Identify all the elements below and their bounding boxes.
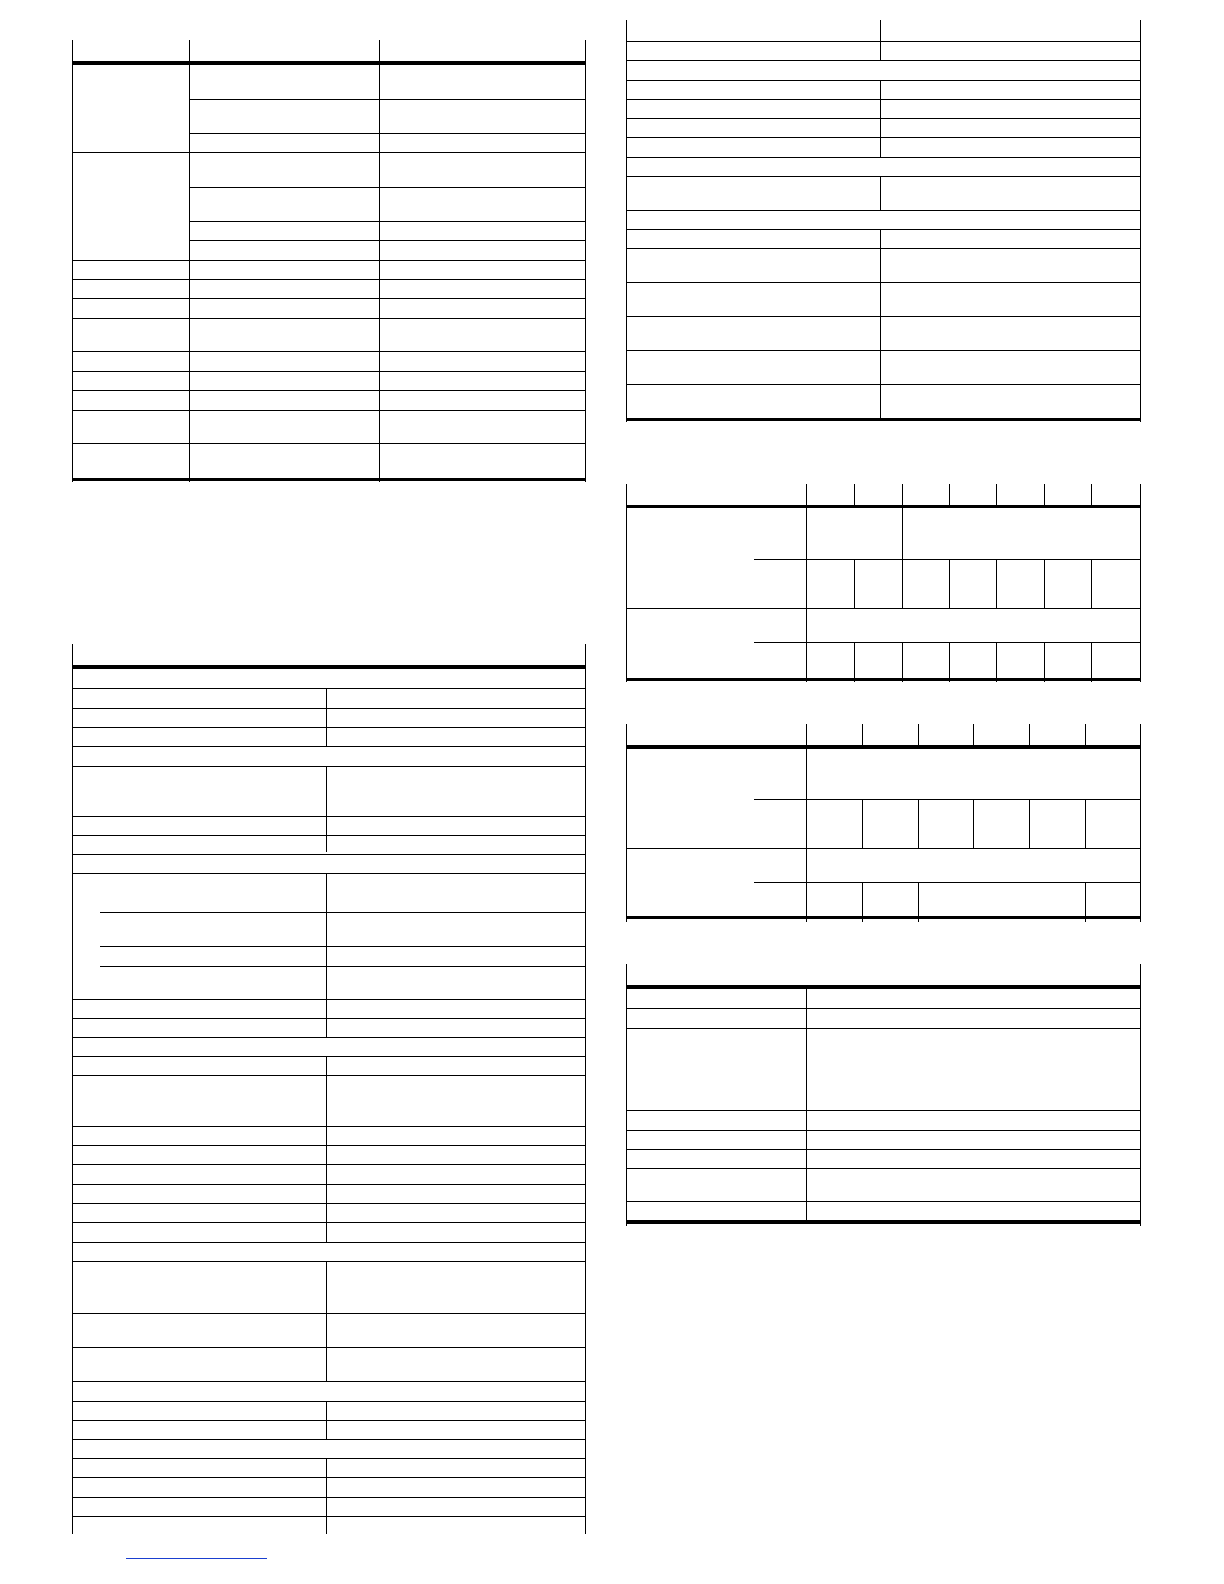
table-1-row-rule bbox=[189, 133, 586, 134]
table-4-col-rule bbox=[1044, 642, 1045, 682]
table-4-col-rule bbox=[854, 559, 855, 608]
table-3 bbox=[626, 20, 1141, 422]
table-5-col-rule bbox=[918, 724, 919, 745]
table-3-row-rule bbox=[626, 282, 1141, 283]
table-2-row-rule bbox=[72, 1222, 586, 1223]
table-3-row-rule bbox=[626, 384, 1141, 385]
table-5-bottom-rule bbox=[626, 916, 1141, 919]
table-4-col-rule bbox=[1091, 642, 1092, 682]
table-4-col-rule bbox=[996, 642, 997, 682]
table-6-col-rule bbox=[626, 964, 627, 1226]
table-5-col-rule bbox=[626, 724, 627, 922]
table-2-row-rule bbox=[100, 946, 586, 947]
table-4-row-rule bbox=[626, 608, 1141, 609]
table-2 bbox=[72, 644, 586, 1534]
table-2-row-rule bbox=[72, 1075, 586, 1076]
table-3-row-rule bbox=[626, 157, 1141, 158]
table-6-header-rule bbox=[626, 985, 1141, 989]
table-2-row-rule bbox=[72, 1497, 586, 1498]
table-2-row-rule bbox=[100, 966, 586, 967]
table-1-row-rule bbox=[72, 279, 586, 280]
table-6-row-rule bbox=[626, 1168, 1141, 1169]
table-4-row-rule bbox=[754, 559, 1141, 560]
table-5-col-rule bbox=[1085, 724, 1086, 745]
table-2-row-rule bbox=[72, 854, 586, 855]
table-3-col-rule bbox=[880, 20, 881, 60]
table-4-col-rule bbox=[806, 484, 807, 682]
table-1-row-rule bbox=[72, 371, 586, 372]
table-1-row-rule bbox=[189, 221, 586, 222]
table-1-col-rule bbox=[189, 40, 190, 482]
table-4-col-rule bbox=[626, 484, 627, 682]
table-2-header-rule bbox=[72, 665, 586, 669]
table-3-row-rule bbox=[626, 350, 1141, 351]
table-3-col-rule bbox=[880, 176, 881, 210]
table-1-header-rule bbox=[72, 61, 586, 65]
table-5-col-rule bbox=[862, 799, 863, 848]
table-5 bbox=[626, 724, 1141, 922]
table-2-col-rule bbox=[326, 766, 327, 852]
table-3-row-rule bbox=[626, 41, 1141, 42]
table-3-row-rule bbox=[626, 99, 1141, 100]
table-2-col-rule bbox=[326, 1261, 327, 1381]
table-3-row-rule bbox=[626, 229, 1141, 230]
table-2-row-rule bbox=[72, 688, 586, 689]
table-2-row-rule bbox=[72, 746, 586, 747]
table-2-row-rule bbox=[72, 1056, 586, 1057]
table-2-row-rule bbox=[72, 1381, 586, 1382]
table-3-row-rule bbox=[626, 80, 1141, 81]
table-5-col-rule bbox=[918, 799, 919, 848]
table-2-row-rule bbox=[72, 1018, 586, 1019]
table-4-header-rule bbox=[626, 505, 1141, 508]
table-1-row-rule bbox=[72, 443, 586, 444]
table-1-col-rule bbox=[379, 40, 380, 482]
table-3-bottom-rule bbox=[626, 418, 1141, 421]
table-2-row-rule bbox=[72, 727, 586, 728]
table-1-col-rule bbox=[585, 40, 586, 482]
table-5-col-rule bbox=[1029, 724, 1030, 745]
footer-link[interactable] bbox=[126, 1558, 267, 1559]
table-2-row-rule bbox=[72, 835, 586, 836]
table-1-row-rule bbox=[72, 260, 586, 261]
table-2-row-rule bbox=[72, 1477, 586, 1478]
table-2-row-rule bbox=[72, 1242, 586, 1243]
table-2-col-rule bbox=[326, 688, 327, 746]
table-2-row-rule bbox=[72, 1439, 586, 1440]
table-2-row-rule bbox=[72, 1164, 586, 1165]
table-2-row-rule bbox=[72, 1203, 586, 1204]
table-2-col-rule bbox=[326, 1056, 327, 1242]
table-1-row-rule bbox=[189, 240, 586, 241]
table-2-row-rule bbox=[72, 1261, 586, 1262]
table-2-row-rule bbox=[72, 708, 586, 709]
table-3-row-rule bbox=[626, 248, 1141, 249]
table-3-row-rule bbox=[626, 210, 1141, 211]
table-4-col-rule bbox=[949, 484, 950, 505]
table-4-col-rule bbox=[1044, 559, 1045, 608]
table-4-col-rule bbox=[1140, 484, 1141, 682]
table-6-bottom-rule bbox=[626, 1220, 1141, 1224]
table-4-bottom-rule bbox=[626, 678, 1141, 681]
table-2-row-rule bbox=[72, 816, 586, 817]
table-2-row-rule bbox=[72, 1037, 586, 1038]
table-1-bottom-rule bbox=[72, 478, 586, 481]
table-5-col-rule bbox=[1085, 799, 1086, 848]
table-2-row-rule bbox=[72, 1347, 586, 1348]
table-5-col-rule bbox=[806, 724, 807, 922]
table-4-col-rule bbox=[854, 642, 855, 682]
table-2-col-rule bbox=[326, 873, 327, 1037]
table-1-row-rule bbox=[72, 318, 586, 319]
table-6-row-rule bbox=[626, 1110, 1141, 1111]
table-3-col-rule bbox=[880, 229, 881, 419]
table-6-row-rule bbox=[626, 1149, 1141, 1150]
table-1-row-rule bbox=[72, 390, 586, 391]
table-4-col-rule bbox=[949, 559, 950, 608]
table-4-col-rule bbox=[902, 484, 903, 608]
table-4-col-rule bbox=[1044, 484, 1045, 505]
table-6-row-rule bbox=[626, 1028, 1141, 1029]
table-5-row-rule bbox=[754, 882, 1141, 883]
table-2-row-rule bbox=[72, 873, 586, 874]
table-5-row-rule bbox=[626, 848, 1141, 849]
table-4-col-rule bbox=[949, 642, 950, 682]
table-3-row-rule bbox=[626, 176, 1141, 177]
table-5-col-rule bbox=[862, 724, 863, 745]
table-5-row-rule bbox=[754, 799, 1141, 800]
table-4-col-rule bbox=[996, 559, 997, 608]
table-2-row-rule bbox=[72, 999, 586, 1000]
table-1-row-rule bbox=[72, 351, 586, 352]
table-3-row-rule bbox=[626, 118, 1141, 119]
table-6-row-rule bbox=[626, 1130, 1141, 1131]
table-6-col-rule bbox=[1140, 964, 1141, 1226]
table-6 bbox=[626, 964, 1141, 1226]
table-5-col-rule bbox=[1029, 799, 1030, 848]
table-3-row-rule bbox=[626, 137, 1141, 138]
table-2-row-rule bbox=[72, 1145, 586, 1146]
table-4-col-rule bbox=[854, 484, 855, 505]
table-2-row-rule bbox=[100, 912, 586, 913]
table-1-row-rule bbox=[72, 410, 586, 411]
table-6-row-rule bbox=[626, 1008, 1141, 1009]
table-4-col-rule bbox=[996, 484, 997, 505]
table-2-row-rule bbox=[72, 1458, 586, 1459]
table-4-col-rule bbox=[1091, 559, 1092, 608]
table-2-row-rule bbox=[72, 1516, 586, 1517]
table-5-col-rule bbox=[973, 724, 974, 745]
table-4-col-rule bbox=[1091, 484, 1092, 505]
table-4 bbox=[626, 484, 1141, 682]
table-5-col-rule bbox=[973, 799, 974, 848]
table-1-row-rule bbox=[72, 152, 586, 153]
table-4-row-rule bbox=[754, 642, 1141, 643]
table-2-row-rule bbox=[72, 1184, 586, 1185]
table-1 bbox=[72, 40, 586, 482]
table-2-row-rule bbox=[72, 1313, 586, 1314]
table-2-row-rule bbox=[72, 766, 586, 767]
table-2-col-rule bbox=[326, 1458, 327, 1534]
table-4-col-rule bbox=[902, 642, 903, 682]
table-2-row-rule bbox=[72, 1401, 586, 1402]
table-1-row-rule bbox=[189, 99, 586, 100]
table-6-col-rule bbox=[806, 988, 807, 1224]
table-1-row-rule bbox=[72, 298, 586, 299]
table-1-row-rule bbox=[189, 187, 586, 188]
table-6-row-rule bbox=[626, 1201, 1141, 1202]
table-3-row-rule bbox=[626, 60, 1141, 61]
table-3-row-rule bbox=[626, 316, 1141, 317]
table-2-row-rule bbox=[72, 1420, 586, 1421]
table-1-col-rule bbox=[72, 40, 73, 482]
table-5-header-rule bbox=[626, 745, 1141, 749]
table-2-row-rule bbox=[72, 1126, 586, 1127]
table-5-col-rule bbox=[1140, 724, 1141, 922]
